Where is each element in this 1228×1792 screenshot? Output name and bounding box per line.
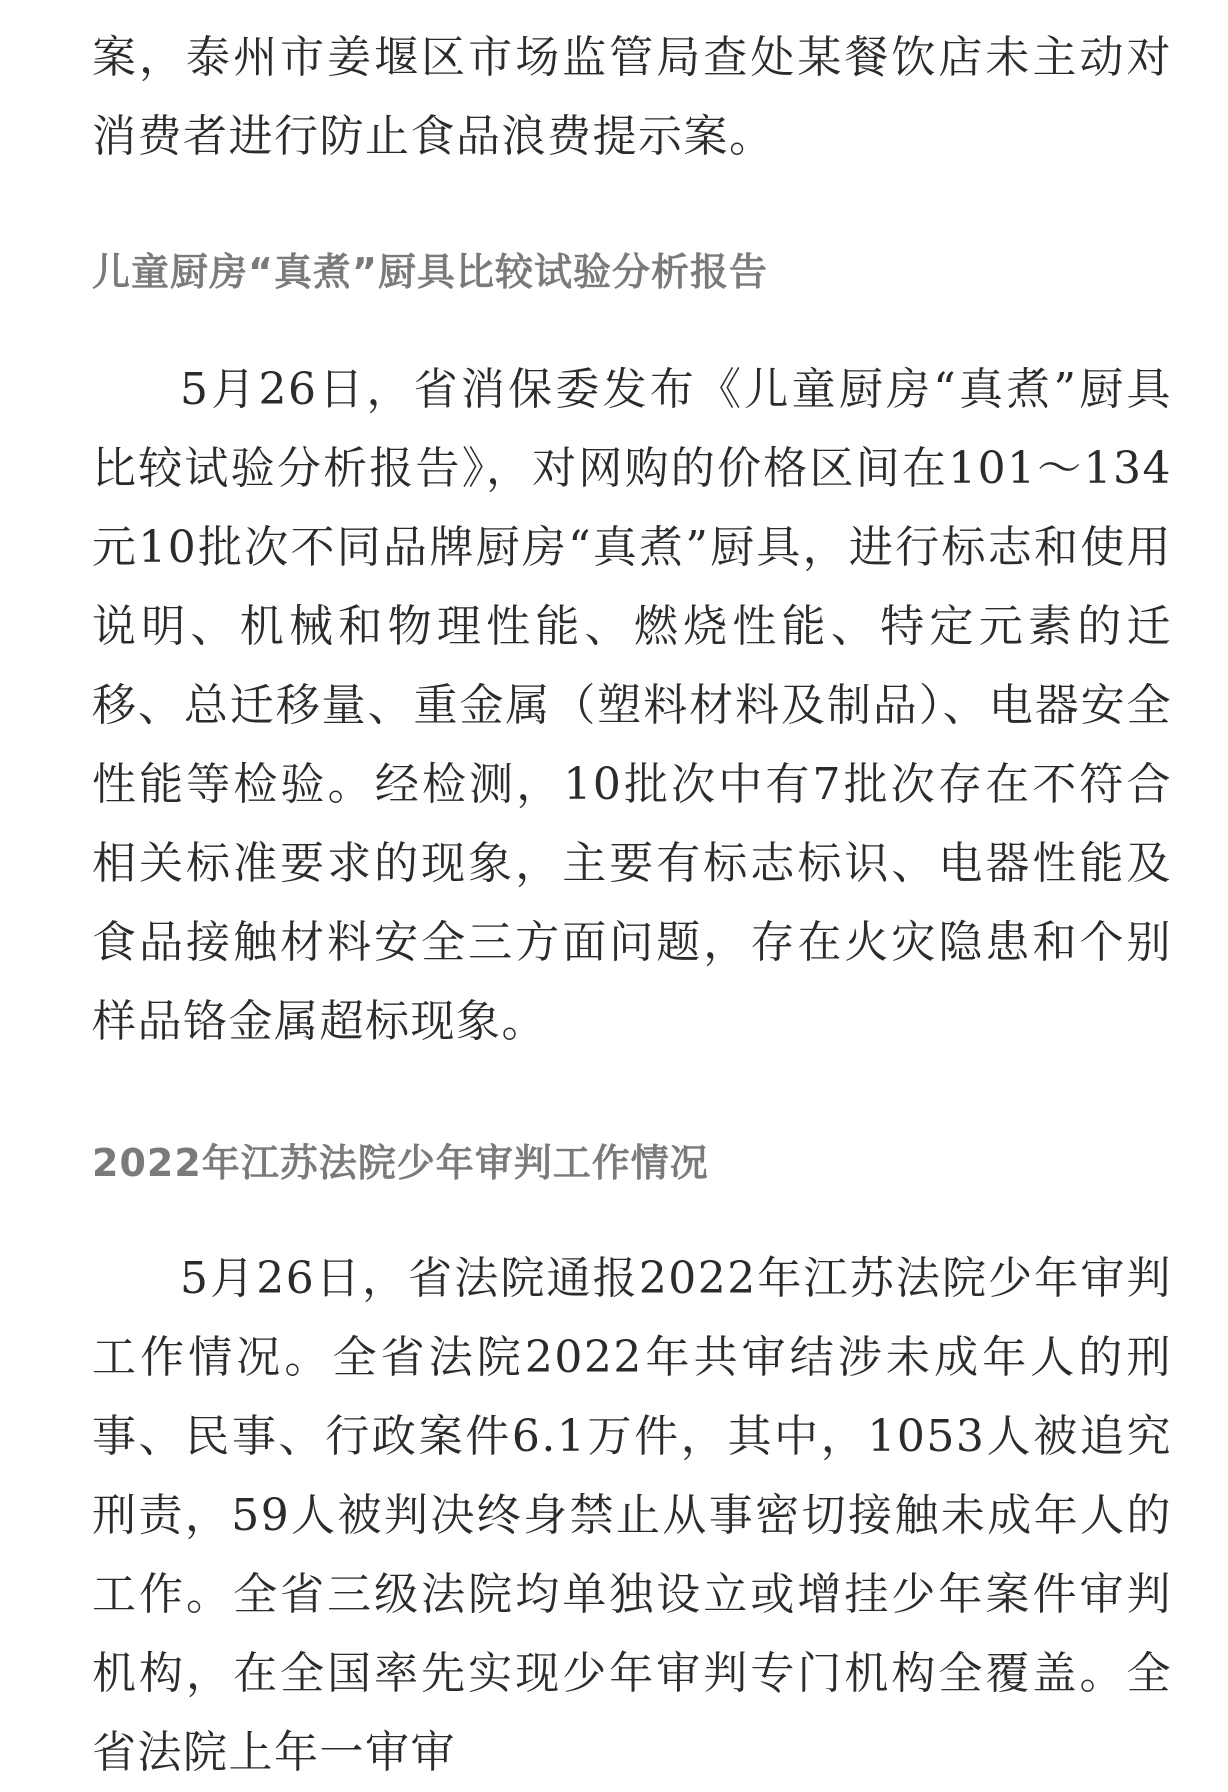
intro-paragraph: 案，泰州市姜堰区市场监管局查处某餐饮店未主动对消费者进行防止食品浪费提示案。 xyxy=(92,32,1172,162)
document-page xyxy=(92,18,1172,1792)
section-heading-kids-kitchen: 儿童厨房“真煮”厨具比较试验分析报告 xyxy=(92,250,768,294)
section-body-kids-kitchen: 5月26日，省消保委发布《儿童厨房“真煮”厨具比较试验分析报告》，对网购的价格区间在101～134元10批次不同品牌厨房“真煮”厨具，进行标志和使用说明、机械和物理性能、燃烧性能、特定元素的迁移、总迁移量、重金属（塑料材料及制品）、电器安全性能等检验。经检测，10批次中有7批次存在不符合相关标准要求的现象，主要有标志标识、电器性能及食品接触材料安全三方面问题，存在火灾隐患和个别样品铬金属超标现象。 xyxy=(92,364,1172,1047)
section-heading-juvenile-trial: 2022年江苏法院少年审判工作情况 xyxy=(92,1141,709,1185)
section-body-juvenile-trial: 5月26日，省法院通报2022年江苏法院少年审判工作情况。全省法院2022年共审结涉未成年人的刑事、民事、行政案件6.1万件，其中，1053人被追究刑责，59人被判决终身禁止从事密切接触未成年人的工作。全省三级法院均单独设立或增挂少年案件审判机构，在全国率先实现少年审判专门机构全覆盖。全省法院上年一审审 xyxy=(92,1253,1172,1778)
